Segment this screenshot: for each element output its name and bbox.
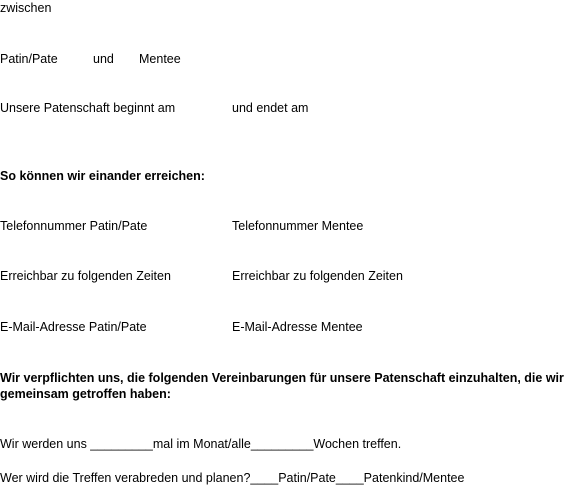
email-mentor-label: E-Mail-Adresse Patin/Pate — [0, 320, 147, 334]
zwischen-label: zwischen — [0, 1, 52, 15]
meeting-frequency-line: Wir werden uns _________mal im Monat/alle_________Wochen treffen. — [0, 437, 402, 451]
party-mentor-label: Patin/Pate — [0, 52, 58, 66]
reachable-mentee-label: Erreichbar zu folgenden Zeiten — [232, 269, 403, 283]
end-date-label: und endet am — [232, 101, 309, 115]
agreement-heading: Wir verpflichten uns, die folgenden Vereinbarungen für unsere Patenschaft einzuhalten, die wir gemeinsam getroffen haben: — [0, 371, 564, 401]
meeting-planning-line: Wer wird die Treffen verabreden und planen?____Patin/Pate____Patenkind/Mentee — [0, 471, 465, 485]
phone-mentor-label: Telefonnummer Patin/Pate — [0, 219, 148, 233]
contact-heading: So können wir einander erreichen: — [0, 169, 205, 183]
party-and-label: und — [93, 52, 114, 66]
reachable-mentor-label: Erreichbar zu folgenden Zeiten — [0, 269, 171, 283]
email-mentee-label: E-Mail-Adresse Mentee — [232, 320, 363, 334]
phone-mentee-label: Telefonnummer Mentee — [232, 219, 364, 233]
party-mentee-label: Mentee — [139, 52, 181, 66]
start-date-label: Unsere Patenschaft beginnt am — [0, 101, 176, 115]
